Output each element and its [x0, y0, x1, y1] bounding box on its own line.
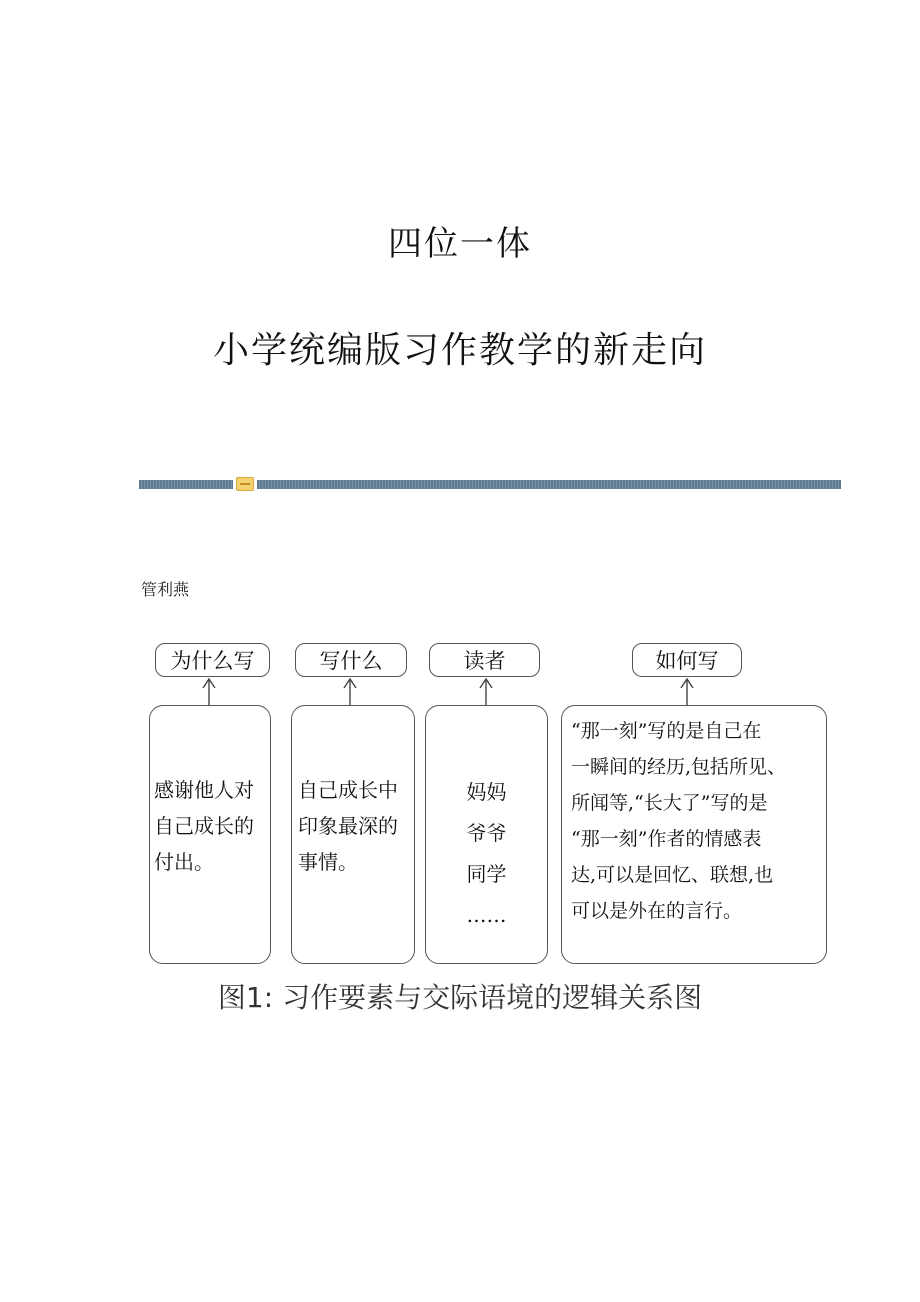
arrow-up-icon [201, 677, 217, 705]
box-line: 一瞬间的经历,包括所见、 [571, 756, 787, 778]
divider-bar-right [257, 480, 841, 489]
box-line: 付出。 [154, 850, 214, 874]
box-readers [425, 705, 548, 964]
arrow-up-icon [342, 677, 358, 705]
divider-bar-left [139, 480, 233, 489]
arrow-up-icon [478, 677, 494, 705]
box-line: “那一刻”作者的情感表 [571, 828, 762, 850]
box-line: 妈妈 [466, 780, 507, 804]
title-divider [139, 480, 841, 489]
document-subtitle: 小学统编版习作教学的新走向 [212, 330, 707, 371]
label-why-write: 为什么写 [155, 643, 270, 677]
box-line: 爷爷 [466, 821, 507, 845]
box-how-write [561, 705, 827, 964]
box-line: 自己成长中 [298, 778, 398, 802]
box-line: 自己成长的 [154, 814, 254, 838]
box-line: 同学 [466, 862, 507, 886]
box-line: 印象最深的 [298, 814, 398, 838]
label-how-write: 如何写 [632, 643, 742, 677]
box-line: 事情。 [298, 850, 358, 874]
box-line: 达,可以是回忆、联想,也 [571, 864, 774, 886]
label-readers: 读者 [429, 643, 540, 677]
author-name: 管利燕 [141, 580, 190, 599]
box-line: …… [466, 903, 507, 927]
arrow-up-icon [679, 677, 695, 705]
divider-emblem-icon [236, 477, 254, 491]
box-why-write [149, 705, 271, 964]
box-line: 所闻等,“长大了”写的是 [571, 792, 768, 814]
box-line: 可以是外在的言行。 [571, 900, 743, 922]
box-what-write [291, 705, 415, 964]
box-line: “那一刻”写的是自己在 [571, 720, 762, 742]
document-title: 四位一体 [388, 224, 532, 264]
box-line: 感谢他人对 [154, 778, 254, 802]
label-what-write: 写什么 [295, 643, 407, 677]
figure-caption: 图1: 习作要素与交际语境的逻辑关系图 [217, 981, 703, 1014]
